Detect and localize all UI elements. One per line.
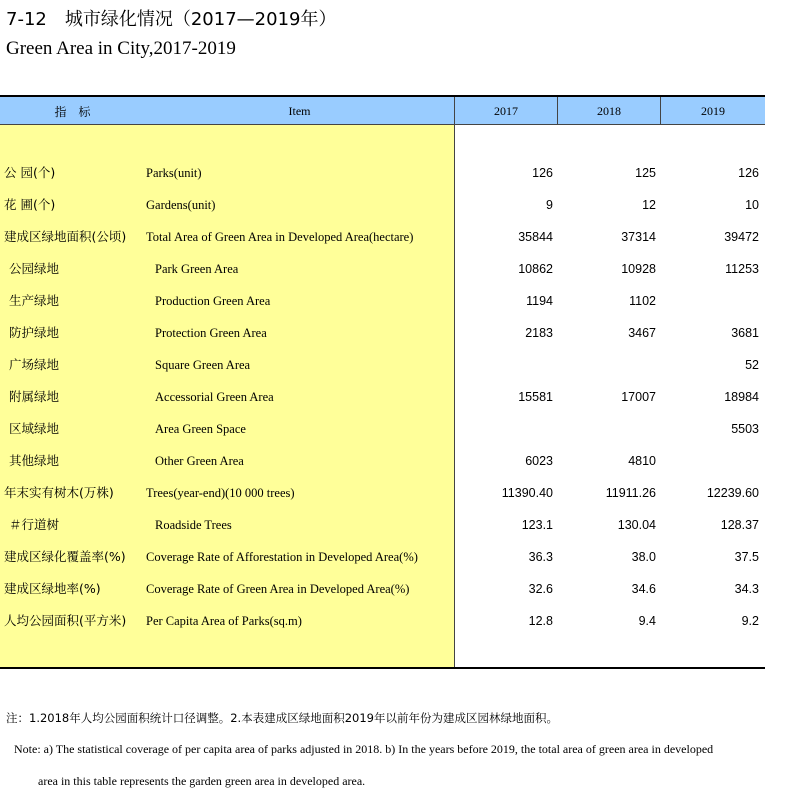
header-indicator: 指 标 [0, 97, 145, 125]
table-row [0, 157, 765, 189]
row-label-en: Per Capita Area of Parks(sq.m) [146, 614, 302, 628]
value-2019: 128.37 [720, 518, 759, 532]
row-label-en: Area Green Space [155, 422, 246, 436]
table-row [0, 445, 765, 477]
value-2017: 123.1 [521, 518, 553, 532]
header-year-2019: 2019 [661, 97, 765, 125]
table-title-en: Green Area in City,2017-2019 [6, 38, 236, 59]
row-label-cn: 其他绿地 [9, 453, 60, 468]
row-label-en: Production Green Area [155, 294, 271, 308]
value-2017: 32.6 [528, 582, 553, 596]
table-row [0, 349, 765, 381]
value-2019: 5503 [731, 422, 759, 436]
value-2019: 12239.60 [706, 486, 759, 500]
value-2017: 9 [546, 198, 553, 212]
table-row [0, 381, 765, 413]
value-2018: 1102 [629, 294, 656, 308]
row-label-en: Accessorial Green Area [155, 390, 274, 404]
value-2018: 34.6 [631, 582, 656, 596]
row-label-en: Gardens(unit) [146, 198, 216, 212]
table-title-cn: 7-12 城市绿化情况（2017—2019年） [6, 9, 337, 30]
table-row [0, 413, 765, 445]
value-2019: 18984 [724, 390, 759, 404]
row-label-cn: 建成区绿化覆盖率(%) [4, 549, 126, 564]
row-label-en: Coverage Rate of Afforestation in Developed Area(%) [146, 550, 418, 564]
value-2017: 35844 [518, 230, 553, 244]
row-label-cn: 附属绿地 [9, 389, 60, 404]
table-row [0, 509, 765, 541]
table-row [0, 573, 765, 605]
value-2018: 9.4 [638, 614, 656, 628]
row-label-en: Total Area of Green Area in Developed Area(hectare) [146, 230, 414, 244]
table-row [0, 477, 765, 509]
value-2019: 37.5 [734, 550, 759, 564]
row-label-en: Parks(unit) [146, 166, 202, 180]
value-2019: 10 [745, 198, 759, 212]
green-area-table [0, 95, 765, 669]
value-2018: 125 [635, 166, 656, 180]
row-label-cn: 广场绿地 [9, 357, 60, 372]
note-cn: 注：1.2018年人均公园面积统计口径调整。2.本表建成区绿地面积2019年以前年份为建成区园林绿地面积。 [6, 711, 558, 725]
row-label-cn: 公 园(个) [4, 165, 56, 180]
value-2019: 126 [738, 166, 759, 180]
value-2017: 15581 [518, 390, 553, 404]
row-label-cn: 区域绿地 [9, 421, 60, 436]
row-label-en: Park Green Area [155, 262, 239, 276]
row-label-cn: 防护绿地 [9, 325, 60, 340]
header-year-2017: 2017 [455, 97, 558, 125]
table-row [0, 317, 765, 349]
row-label-cn: 生产绿地 [9, 293, 60, 308]
value-2019: 39472 [724, 230, 759, 244]
row-label-en: Trees(year-end)(10 000 trees) [146, 486, 295, 500]
row-label-cn: ＃行道树 [9, 517, 60, 532]
value-2017: 6023 [525, 454, 553, 468]
header-year-2018: 2018 [558, 97, 661, 125]
table-row [0, 189, 765, 221]
value-2017: 1194 [526, 294, 553, 308]
row-label-cn: 人均公园面积(平方米) [4, 613, 127, 628]
table-row [0, 253, 765, 285]
value-2018: 4810 [628, 454, 656, 468]
row-label-cn: 建成区绿地面积(公顷) [4, 229, 127, 244]
value-2019: 11253 [725, 262, 759, 276]
value-2019: 52 [745, 358, 759, 372]
value-2018: 10928 [621, 262, 656, 276]
value-2017: 36.3 [528, 550, 553, 564]
value-2018: 12 [642, 198, 656, 212]
value-2019: 9.2 [741, 614, 759, 628]
row-label-cn: 建成区绿地率(%) [4, 581, 101, 596]
table-bottom-rule [0, 667, 765, 669]
value-2019: 3681 [731, 326, 759, 340]
value-2018: 37314 [621, 230, 656, 244]
value-2017: 10862 [518, 262, 553, 276]
note-en-line1: Note: a) The statistical coverage of per capita area of parks adjusted in 2018. b) In the years before 2019, the total area of green area in developed [14, 742, 714, 756]
value-2018: 130.04 [617, 518, 656, 532]
value-2019: 34.3 [734, 582, 759, 596]
value-2018: 17007 [621, 390, 656, 404]
row-label-cn: 公园绿地 [9, 261, 60, 276]
note-en-line2: area in this table represents the garden green area in developed area. [38, 774, 366, 788]
table-row [0, 285, 765, 317]
value-2017: 2183 [525, 326, 553, 340]
table-row [0, 605, 765, 637]
table-row [0, 221, 765, 253]
row-label-en: Coverage Rate of Green Area in Developed Area(%) [146, 582, 410, 596]
row-label-en: Other Green Area [155, 454, 244, 468]
value-2017: 126 [532, 166, 553, 180]
row-label-en: Roadside Trees [155, 518, 232, 532]
row-label-cn: 年末实有树木(万株) [4, 485, 114, 500]
value-2017: 11390.40 [501, 486, 553, 500]
header-item: Item [145, 97, 455, 125]
row-label-en: Square Green Area [155, 358, 251, 372]
value-2018: 11911.26 [605, 486, 656, 500]
row-label-cn: 花 圃(个) [4, 197, 56, 212]
value-2018: 3467 [628, 326, 656, 340]
row-label-en: Protection Green Area [155, 326, 267, 340]
value-2017: 12.8 [528, 614, 553, 628]
value-2018: 38.0 [631, 550, 656, 564]
table-row [0, 541, 765, 573]
